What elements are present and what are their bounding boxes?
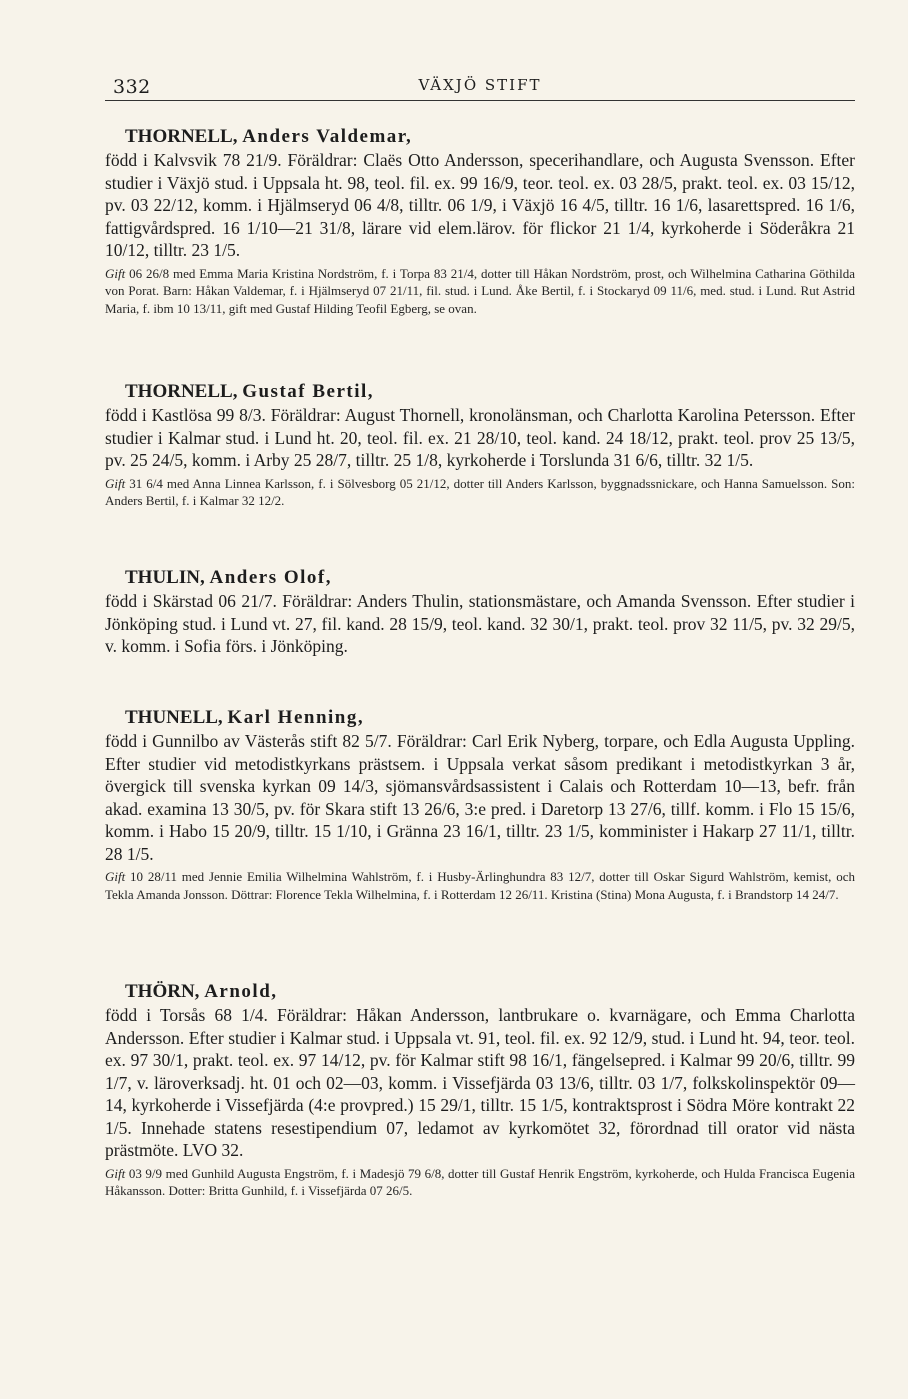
entry-name (125, 380, 855, 404)
entry-thunell-karl (105, 706, 855, 903)
marriage-text: 10 28/11 med Jennie Emilia Wilhelmina Wahlström, f. i Husby-Ärlinghundra 83 12/7, dotter till Oskar Sigurd Wahlström, kemist, och Tekla Amanda Jonsson. Döttrar: Florence Tekla Wilhelmina, f. i Rotterdam 12 26/11. Kristina (Stina) Mona Augusta, f. i Brandstorp 14 24/7. (105, 869, 856, 902)
entry-surname: THORNELL, (125, 126, 238, 147)
entry-thorn-arnold (105, 980, 855, 1200)
marriage-text: 31 6/4 med Anna Linnea Karlsson, f. i Sölvesborg 05 21/12, dotter till Anders Karlsson, byggnadssnickare, och Hanna Samuelsson. Son: Anders Bertil, f. i Kalmar 32 12/2. (105, 475, 856, 508)
entry-surname: THORNELL, (125, 381, 238, 402)
running-title: VÄXJÖ STIFT (418, 76, 542, 94)
entry-surname: THULIN, (125, 567, 205, 588)
marriage-lead: Gift (105, 265, 126, 281)
entry-name (125, 980, 855, 1004)
marriage-lead: Gift (105, 475, 126, 491)
entry-biography: född i Torsås 68 1/4. Föräldrar: Håkan Andersson, lantbrukare o. kvarnägare, och Emma Charlotta Andersson. Efter studier i Kalmar stud. i Uppsala vt. 91, teol. fil. ex. 92 12/9, stud. i Lund ht. 94, teor. teol. ex. 97 30/1, prakt. teol. ex. 97 14/12, pv. för Kalmar stift 98 16/1, fängelsepred. i Kalmar 99 20/6, tilltr. 99 1/7, v. läroverksadj. ht. 01 och 02—03, komm. i Vissefjärda 03 13/6, tilltr. 03 1/7, folkskolinspektör 09—14, kyrkoherde i Vissefjärda (4:e provpred.) 15 29/1, tilltr. 15 1/5, kontraktsprost i Södra Möre kontrakt 22 1/5. Innehade statens resestipendium 07, ledamot av kyrkomötet 32, förordnad till orator vid nästa prästmöte. LVO 32. (105, 1005, 855, 1160)
marriage-text: 03 9/9 med Gunhild Augusta Engström, f. i Madesjö 79 6/8, dotter till Gustaf Henrik Engström, kyrkoherde, och Hulda Francisca Eugenia Håkansson. Dotter: Britta Gunhild, f. i Vissefjärda 07 26/5. (105, 1165, 855, 1198)
entry-given-names: Arnold, (204, 981, 278, 1002)
marriage-text: 06 26/8 med Emma Maria Kristina Nordström, f. i Torpa 83 21/4, dotter till Håkan Nordström, prost, och Wilhelmina Catharina Göthilda von Porat. Barn: Håkan Valdemar, f. i Hjälmseryd 07 21/11, fil. stud. i Lund. Åke Bertil, f. i Stockaryd 09 11/6, med. stud. i Lund. Rut Astrid Maria, f. ibm 10 13/11, gift med Gustaf Hilding Teofil Egberg, se ovan. (105, 265, 856, 316)
entry-surname: THUNELL, (125, 707, 223, 728)
entry-name (125, 706, 855, 730)
entry-biography: född i Kastlösa 99 8/3. Föräldrar: August Thornell, kronolänsman, och Charlotta Karolina Petersson. Efter studier i Kalmar stud. i Lund ht. 20, teol. fil. ex. 21 28/10, teol. kand. 24 18/12, prakt. teol. prov 25 13/5, pv. 25 24/5, komm. i Arby 25 28/7, tilltr. 25 1/8, kyrkoherde i Torslunda 31 6/6, tilltr. 32 1/5. (105, 405, 855, 470)
entry-given-names: Karl Henning, (227, 707, 365, 728)
entry-marriage (105, 1165, 855, 1200)
page-header (105, 74, 855, 101)
entry-biography: född i Skärstad 06 21/7. Föräldrar: Anders Thulin, stationsmästare, och Amanda Svensson. Efter studier i Jönköping stud. i Lund vt. 27, fil. kand. 28 15/9, teol. kand. 32 30/1, prakt. teol. prov 32 11/5, pv. 32 29/5, v. komm. i Sofia förs. i Jönköping. (105, 591, 855, 656)
entry-thornell-anders (105, 125, 855, 317)
entry-given-names: Anders Valdemar, (242, 126, 413, 147)
entry-marriage (105, 265, 855, 318)
entry-marriage (105, 868, 855, 903)
marriage-lead: Gift (105, 1165, 126, 1181)
entry-marriage (105, 475, 855, 510)
marriage-lead: Gift (105, 869, 126, 884)
entry-thornell-gustaf (105, 380, 855, 510)
entry-biography: född i Kalvsvik 78 21/9. Föräldrar: Claës Otto Andersson, specerihandlare, och Augusta Svensson. Efter studier i Växjö stud. i Uppsala ht. 98, teol. fil. ex. 99 16/9, teor. teol. ex. 03 28/5, prakt. teol. ex. 03 15/12, pv. 03 22/12, komm. i Hjälmseryd 06 4/8, tilltr. 06 1/9, i Växjö 16 4/5, tilltr. 16 1/6, lasarettspred. 16 1/6, fattigvårdspred. 16 1/10—21 31/8, lärare vid elem.lärov. för flickor 21 1/4, kyrkoherde i Söderåkra 21 10/12, tilltr. 23 1/5. (105, 150, 855, 260)
entry-surname: THÖRN, (125, 981, 200, 1002)
page-number: 332 (113, 76, 151, 98)
entry-thulin-anders (105, 566, 855, 658)
entry-given-names: Anders Olof, (209, 567, 332, 588)
entry-given-names: Gustaf Bertil, (242, 381, 375, 402)
entry-name (125, 125, 855, 149)
entry-name (125, 566, 855, 590)
entry-biography: född i Gunnilbo av Västerås stift 82 5/7. Föräldrar: Carl Erik Nyberg, torpare, och Edla Augusta Uppling. Efter studier vid metodistkyrkans prästsem. i Uppsala verkat såsom predikant i metodistkyrkan 3 år, övergick till svenska kyrkan 09 14/3, sjömansvårdsassistent i Calais och Rotterdam 10—13, befr. från akad. examina 13 30/5, pv. för Skara stift 13 26/6, 3:e pred. i Daretorp 13 27/6, tillf. komm. i Flo 15 15/6, komm. i Habo 15 20/9, tilltr. 15 1/10, i Gränna 23 16/1, tilltr. 23 1/5, komminister i Hakarp 27 11/1, tilltr. 28 1/5. (105, 731, 855, 864)
